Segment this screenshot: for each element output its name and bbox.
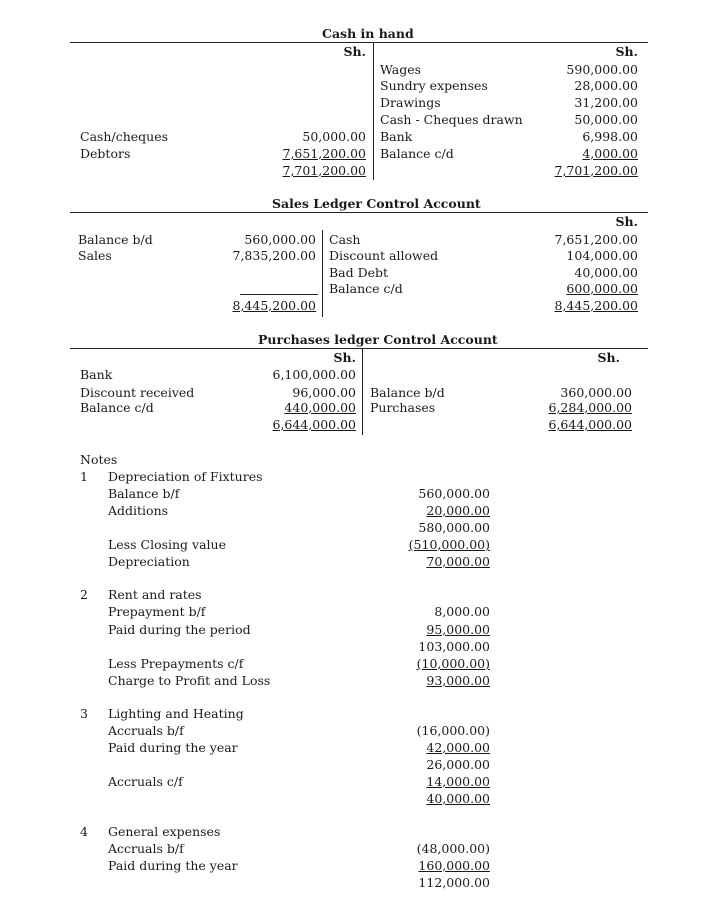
note-value: (16,000.00) <box>416 723 490 738</box>
sales-divider <box>322 230 323 317</box>
note-value: (48,000.00) <box>416 841 490 856</box>
note-value: 26,000.00 <box>426 757 490 772</box>
purchases-debit-amount: 6,100,000.00 <box>272 367 356 382</box>
sales-credit-label: Balance c/d <box>329 281 403 296</box>
note-line-label: Less Closing value <box>108 537 226 552</box>
note-value: 8,000.00 <box>434 604 490 619</box>
purchases-account-title: Purchases ledger Control Account <box>258 332 498 347</box>
note-number: 3 <box>80 706 88 721</box>
sales-credit-label: Discount allowed <box>329 248 439 263</box>
cash-credit-amount: 31,200.00 <box>574 95 638 110</box>
cash-credit-label: Balance c/d <box>380 146 454 161</box>
note-value: 580,000.00 <box>418 520 490 535</box>
purchases-credit-label: Balance b/d <box>370 385 445 400</box>
note-value: 14,000.00 <box>426 774 490 789</box>
note-line-label: Accruals b/f <box>108 723 184 738</box>
cash-credit-amount: 28,000.00 <box>574 78 638 93</box>
note-title: General expenses <box>108 824 221 839</box>
cash-credit-label: Sundry expenses <box>380 78 488 93</box>
note-value: 70,000.00 <box>426 554 490 569</box>
cash-debit-total: 7,701,200.00 <box>282 163 366 178</box>
notes-heading: Notes <box>80 452 118 467</box>
purchases-debit-label: Bank <box>80 367 113 382</box>
note-number: 4 <box>80 824 88 839</box>
cash-credit-amount: 590,000.00 <box>566 62 638 77</box>
sales-credit-label: Bad Debt <box>329 265 389 280</box>
cash-debit-label: Cash/cheques <box>80 129 169 144</box>
cash-top-rule <box>70 42 648 43</box>
sales-credit-amount: 600,000.00 <box>566 281 638 296</box>
purchases-debit-total: 6,644,000.00 <box>272 417 356 432</box>
purchases-debit-amount: 440,000.00 <box>284 400 356 415</box>
cash-debit-label: Debtors <box>80 146 131 161</box>
purchases-top-rule <box>70 348 648 349</box>
purchases-debit-currency: Sh. <box>333 350 356 365</box>
note-value: 160,000.00 <box>418 858 490 873</box>
sales-debit-amount: 7,835,200.00 <box>232 248 316 263</box>
purchases-debit-label: Balance c/d <box>80 400 154 415</box>
note-line-label: Prepayment b/f <box>108 604 206 619</box>
sales-account-title: Sales Ledger Control Account <box>272 196 481 211</box>
note-line-label: Charge to Profit and Loss <box>108 673 271 688</box>
note-title: Rent and rates <box>108 587 202 602</box>
cash-credit-label: Bank <box>380 129 413 144</box>
cash-credit-amount: 50,000.00 <box>574 112 638 127</box>
purchases-divider <box>362 348 363 435</box>
sales-credit-amount: 7,651,200.00 <box>554 232 638 247</box>
note-value: 20,000.00 <box>426 503 490 518</box>
sales-top-rule <box>70 212 648 213</box>
note-value: 103,000.00 <box>418 639 490 654</box>
note-value: 112,000.00 <box>418 875 490 890</box>
note-value: (10,000.00) <box>416 656 490 671</box>
note-line-label: Paid during the period <box>108 622 251 637</box>
purchases-credit-total: 6,644,000.00 <box>548 417 632 432</box>
note-line-label: Additions <box>108 503 169 518</box>
note-value: 95,000.00 <box>426 622 490 637</box>
sales-debit-label: Sales <box>78 248 112 263</box>
sales-debit-total-rule <box>240 294 318 295</box>
cash-debit-amount: 7,651,200.00 <box>282 146 366 161</box>
note-title: Depreciation of Fixtures <box>108 469 263 484</box>
note-line-label: Accruals b/f <box>108 841 184 856</box>
cash-debit-amount: 50,000.00 <box>302 129 366 144</box>
sales-debit-label: Balance b/d <box>78 232 153 247</box>
cash-credit-label: Cash - Cheques drawn <box>380 112 523 127</box>
note-number: 1 <box>80 469 88 484</box>
note-title: Lighting and Heating <box>108 706 244 721</box>
sales-credit-amount: 104,000.00 <box>566 248 638 263</box>
purchases-credit-currency: Sh. <box>597 350 620 365</box>
purchases-debit-amount: 96,000.00 <box>292 385 356 400</box>
sales-credit-total: 8,445,200.00 <box>554 298 638 313</box>
note-value: 42,000.00 <box>426 740 490 755</box>
note-line-label: Balance b/f <box>108 486 180 501</box>
cash-debit-currency: Sh. <box>343 44 366 59</box>
note-value: 93,000.00 <box>426 673 490 688</box>
sales-credit-currency: Sh. <box>615 214 638 229</box>
cash-credit-amount: 6,998.00 <box>582 129 638 144</box>
cash-credit-amount: 4,000.00 <box>582 146 638 161</box>
purchases-credit-amount: 360,000.00 <box>560 385 632 400</box>
sales-credit-label: Cash <box>329 232 361 247</box>
note-line-label: Paid during the year <box>108 740 238 755</box>
purchases-credit-amount: 6,284,000.00 <box>548 400 632 415</box>
note-line-label: Depreciation <box>108 554 190 569</box>
note-line-label: Accruals c/f <box>108 774 183 789</box>
note-line-label: Paid during the year <box>108 858 238 873</box>
note-number: 2 <box>80 587 88 602</box>
sales-credit-amount: 40,000.00 <box>574 265 638 280</box>
cash-credit-currency: Sh. <box>615 44 638 59</box>
cash-credit-label: Drawings <box>380 95 441 110</box>
cash-credit-label: Wages <box>380 62 422 77</box>
note-value: 560,000.00 <box>418 486 490 501</box>
cash-credit-total: 7,701,200.00 <box>554 163 638 178</box>
note-value: (510,000.00) <box>408 537 490 552</box>
purchases-debit-label: Discount received <box>80 385 195 400</box>
sales-debit-total: 8,445,200.00 <box>232 298 316 313</box>
note-line-label: Less Prepayments c/f <box>108 656 244 671</box>
note-value: 40,000.00 <box>426 791 490 806</box>
purchases-credit-label: Purchases <box>370 400 436 415</box>
sales-debit-amount: 560,000.00 <box>244 232 316 247</box>
cash-account-title: Cash in hand <box>322 26 414 41</box>
cash-divider <box>373 42 374 180</box>
